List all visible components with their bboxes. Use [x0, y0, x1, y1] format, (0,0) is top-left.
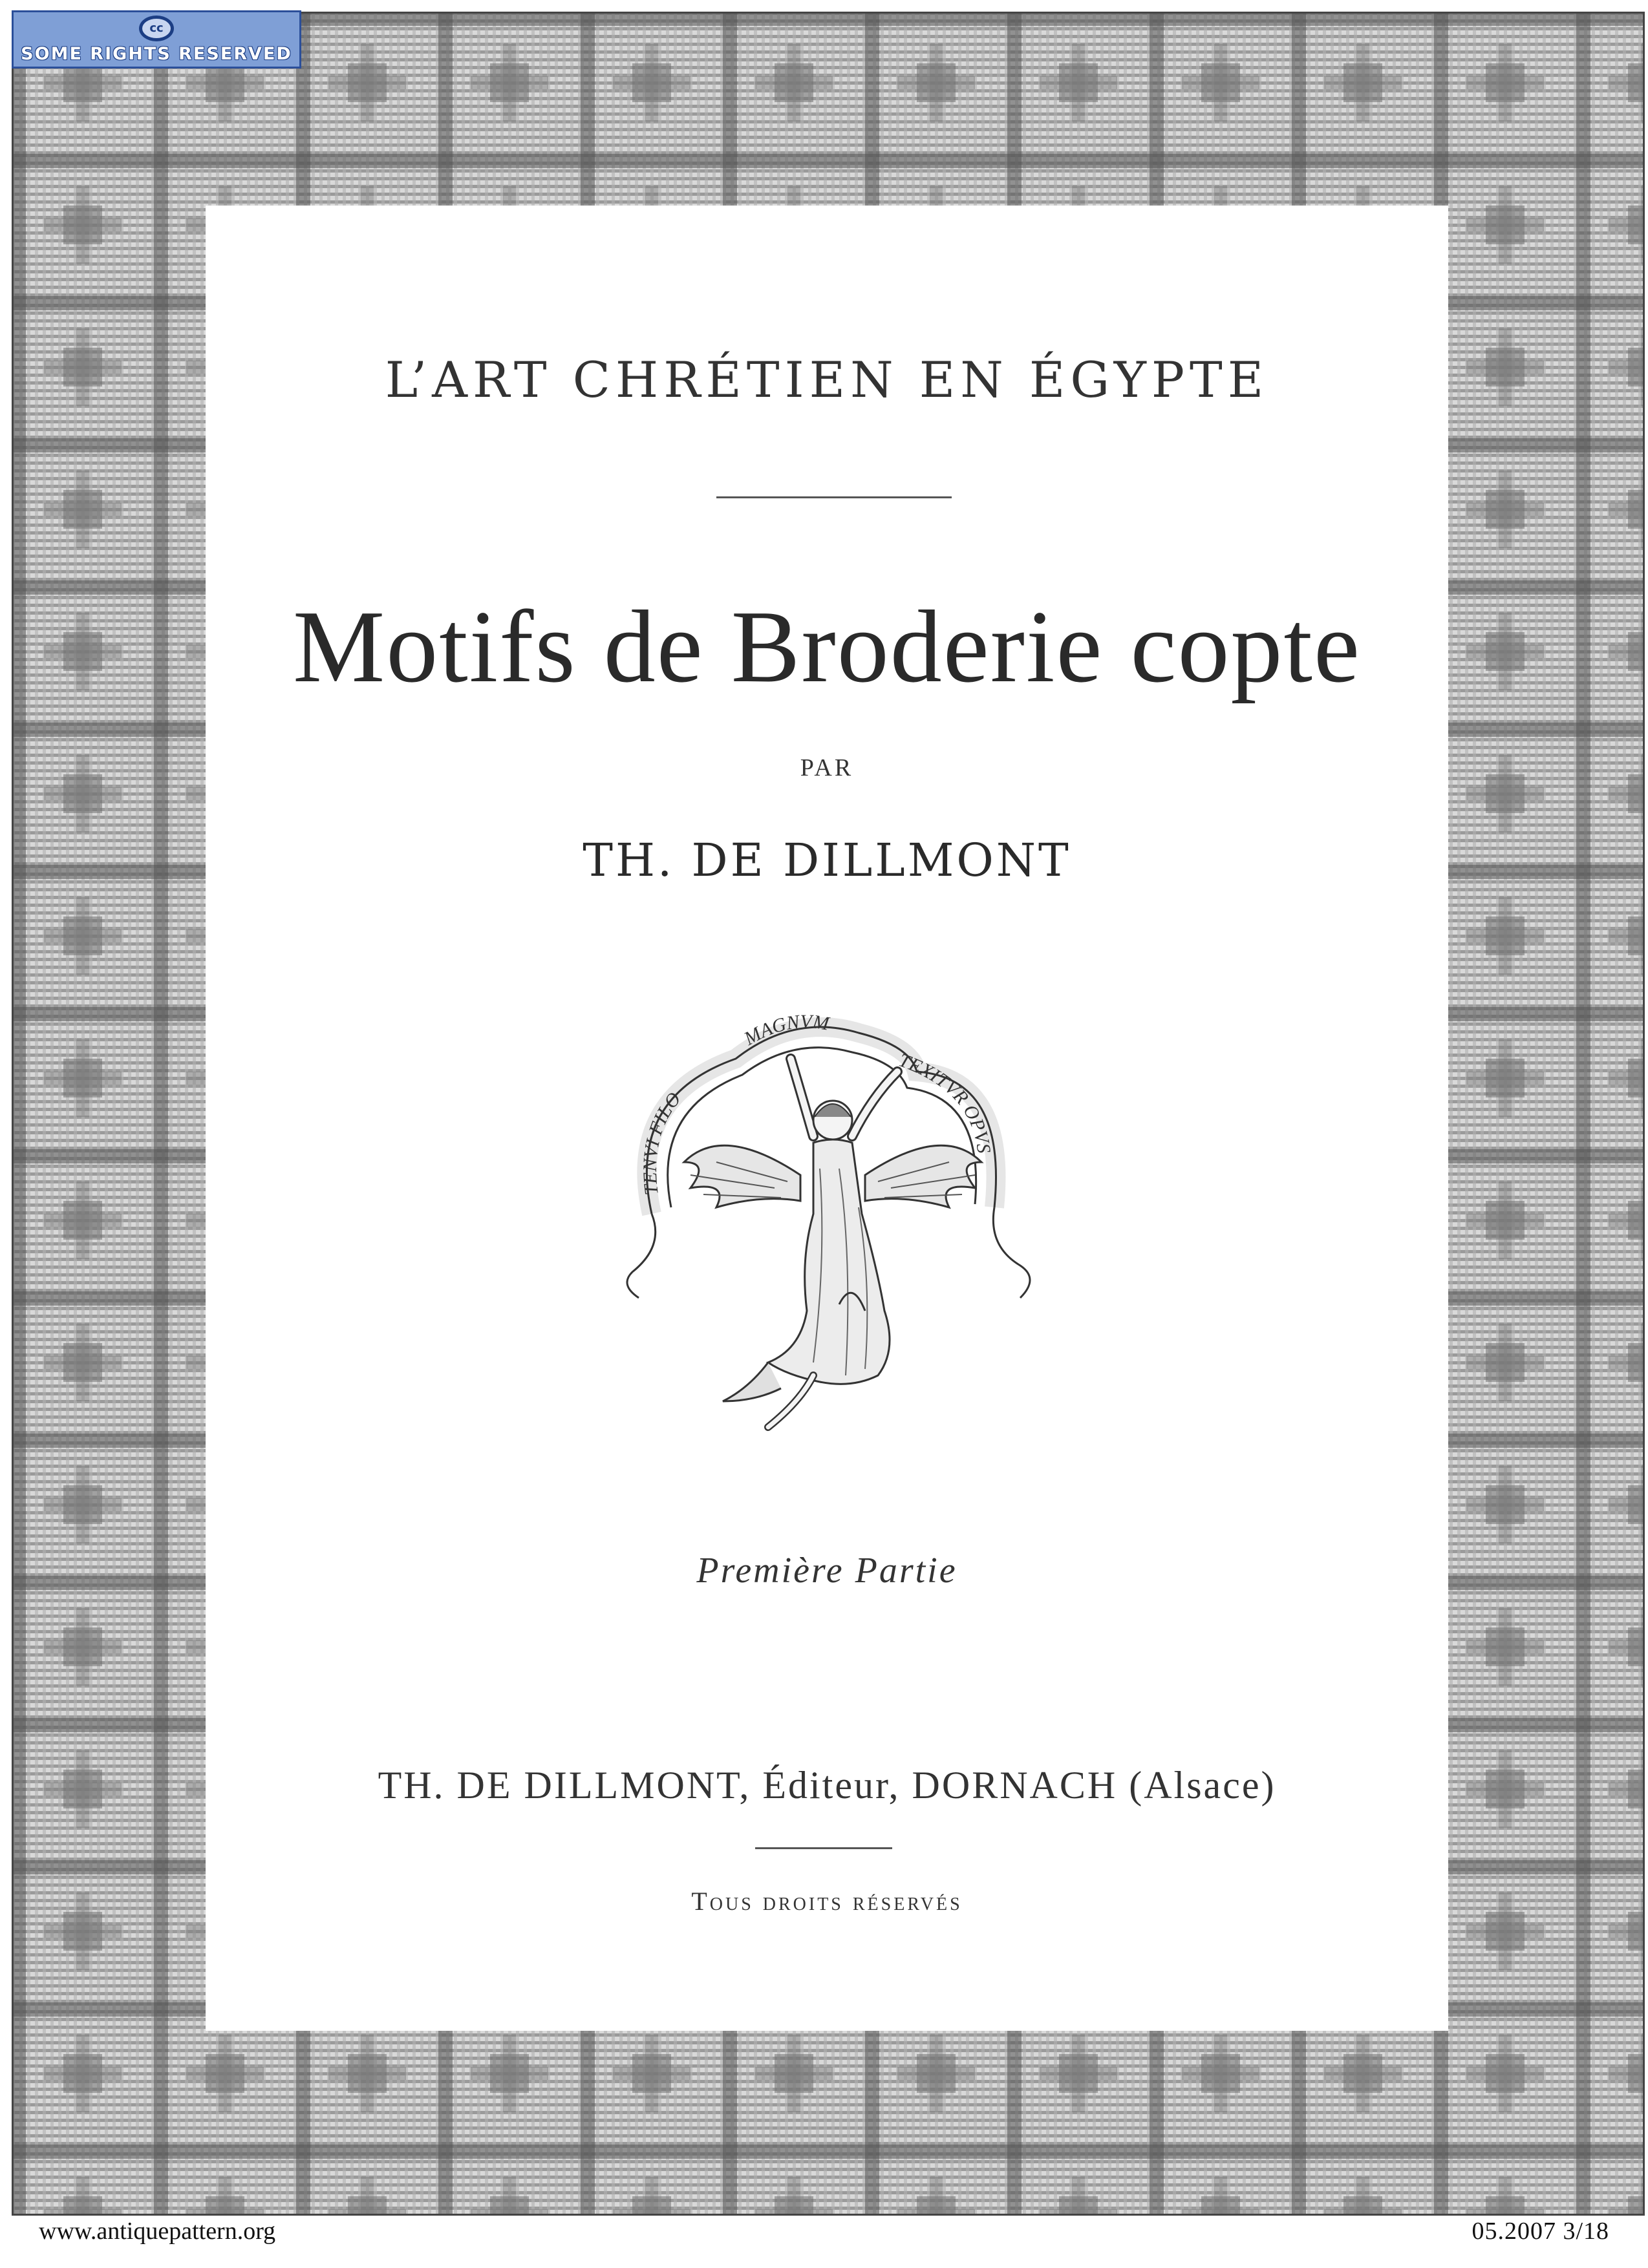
publisher-line: TH. DE DILLMONT, Éditeur, DORNACH (Alsace)	[378, 1764, 1276, 1807]
creative-commons-badge	[12, 10, 301, 69]
by-line: PAR	[800, 754, 854, 781]
footer-page-info: 05.2007 3/18	[1471, 2218, 1609, 2245]
svg-text:MAGNVM	[740, 1011, 832, 1050]
cover-panel	[206, 206, 1448, 2031]
angel-emblem-icon	[606, 1001, 1072, 1447]
footer-website: www.antiquepattern.org	[39, 2218, 276, 2245]
divider-rule	[716, 496, 952, 498]
author-name: TH. DE DILLMONT	[583, 834, 1071, 887]
cc-icon: cc	[139, 16, 174, 41]
banner-text-right: TEXITVR OPVS	[895, 1049, 995, 1155]
part-label: Première Partie	[696, 1551, 958, 1591]
banner-text-left: TENVI FILO	[639, 1088, 685, 1196]
series-title: L’ART CHRÉTIEN EN ÉGYPTE	[385, 351, 1269, 408]
badge-label: SOME RIGHTS RESERVED	[21, 43, 292, 64]
svg-text:TENVI FILO	[639, 1088, 685, 1196]
divider-rule	[755, 1847, 892, 1849]
banner-text-top: MAGNVM	[740, 1011, 831, 1050]
rights-notice: Tous droits réservés	[691, 1887, 963, 1916]
page-title: Motifs de Broderie copte	[293, 589, 1361, 704]
